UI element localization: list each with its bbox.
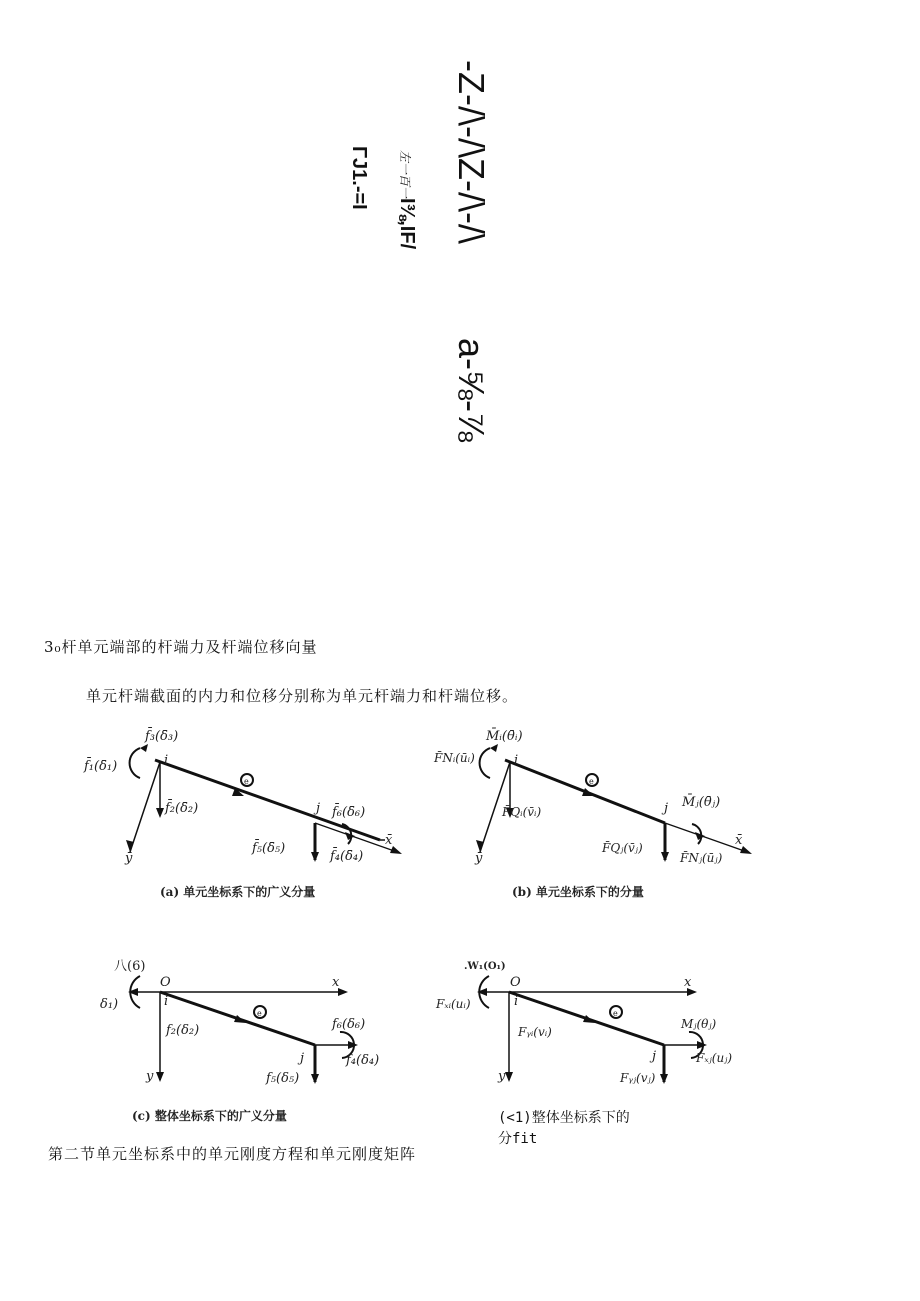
label-bj: f̄₅(δ̄₅) — [252, 841, 286, 856]
node-i-label: i — [164, 753, 169, 768]
rotated-text-small: 左一百一 — [398, 150, 412, 199]
section-heading: 3₀杆单元端部的杆端力及杆端位移向量 — [44, 638, 318, 656]
label-mid: f̄₂(δ̄₂) — [165, 801, 199, 816]
label-top: .W₁(O₁) — [464, 961, 506, 972]
node-j-label: j — [316, 801, 321, 816]
label-left: δ₁) — [100, 997, 119, 1012]
figure-d — [436, 950, 756, 1104]
element-label-e: e — [244, 777, 249, 786]
label-ax: F̄Nⱼ(ūⱼ) — [680, 851, 723, 865]
label-top: f̄₃(δ̄₃) — [145, 729, 179, 744]
node-i-label: i — [164, 994, 169, 1009]
label-ax: Fₓⱼ(uⱼ) — [696, 1051, 733, 1065]
figure-c — [100, 950, 400, 1134]
label-left: f̄₁(δ̄₁) — [84, 759, 118, 774]
axis-y-label: ȳ — [125, 851, 133, 866]
axis-y-label: ȳ — [475, 851, 483, 866]
figure-c-caption: (c) 整体坐标系下的广义分量 — [132, 1109, 287, 1123]
figure-d-caption-line2: 分fit — [498, 1131, 538, 1147]
label-left: F̄Nᵢ(ūᵢ) — [434, 751, 475, 765]
rotated-text-line3 — [395, 150, 418, 249]
footer-heading: 第二节单元坐标系中的单元刚度方程和单元刚度矩阵 — [48, 1145, 417, 1163]
label-rj: f̄₆(δ̄₆) — [332, 805, 366, 820]
element-label-e: e — [613, 1009, 618, 1018]
element-label-e: e — [589, 777, 594, 786]
rotated-text-line2: a-⅝-⅞ — [451, 338, 492, 443]
label-mid: f₂(δ₂) — [166, 1023, 200, 1038]
label-rj: f₆(δ₆) — [332, 1017, 366, 1032]
label-mid: Fᵧᵢ(vᵢ) — [518, 1025, 552, 1039]
label-ax: f̄₄(δ̄₄) — [330, 849, 364, 864]
node-j-label: j — [300, 1051, 305, 1066]
origin-label: O — [160, 975, 171, 990]
element-label-e: e — [257, 1009, 262, 1018]
figure-a — [80, 720, 410, 914]
label-bj: Fᵧⱼ(vⱼ) — [620, 1071, 656, 1085]
label-bj: F̄Qⱼ(v̄ⱼ) — [602, 841, 643, 855]
axis-y-label: y — [498, 1069, 506, 1084]
label-bj: f₅(δ₅) — [266, 1071, 300, 1086]
figure-a-caption: (a) 单元坐标系下的广义分量 — [160, 885, 316, 899]
axis-x-label: x̄ — [385, 833, 393, 848]
node-j-label: j — [664, 801, 669, 816]
node-i-label: i — [514, 753, 519, 768]
axis-x-label: x̄ — [735, 833, 743, 848]
axis-x-label: x — [684, 975, 692, 990]
label-rj: M̄ⱼ(θ̄ⱼ) — [682, 795, 721, 810]
rotated-text-bold: I⅜,IF/ — [396, 198, 418, 250]
figure-b — [430, 720, 760, 914]
figure-d-caption-line1: (<1)整体坐标系下的 — [498, 1110, 630, 1126]
label-top: M̄ᵢ(θ̄ᵢ) — [486, 729, 523, 744]
label-mid: F̄Qᵢ(v̄ᵢ) — [502, 805, 542, 819]
label-ax: f₄(δ₄) — [346, 1053, 380, 1068]
label-left: Fₓᵢ(uᵢ) — [436, 997, 471, 1011]
rotated-text-line4: ΓJ1.-=I — [348, 146, 370, 210]
label-top: 八(6) — [114, 959, 146, 974]
section-body: 单元杆端截面的内力和位移分别称为单元杆端力和杆端位移。 — [86, 687, 519, 705]
rotated-text-line1: -Z-/\-/\Z-/\-/\ — [451, 60, 492, 244]
axis-x-label: x — [332, 975, 340, 990]
node-i-label: i — [514, 994, 519, 1009]
label-rj: Mⱼ(θⱼ) — [681, 1017, 717, 1031]
axis-y-label: y — [146, 1069, 154, 1084]
node-j-label: j — [652, 1049, 657, 1064]
origin-label: O — [510, 975, 521, 990]
figure-b-caption: (b) 单元坐标系下的分量 — [512, 885, 644, 899]
